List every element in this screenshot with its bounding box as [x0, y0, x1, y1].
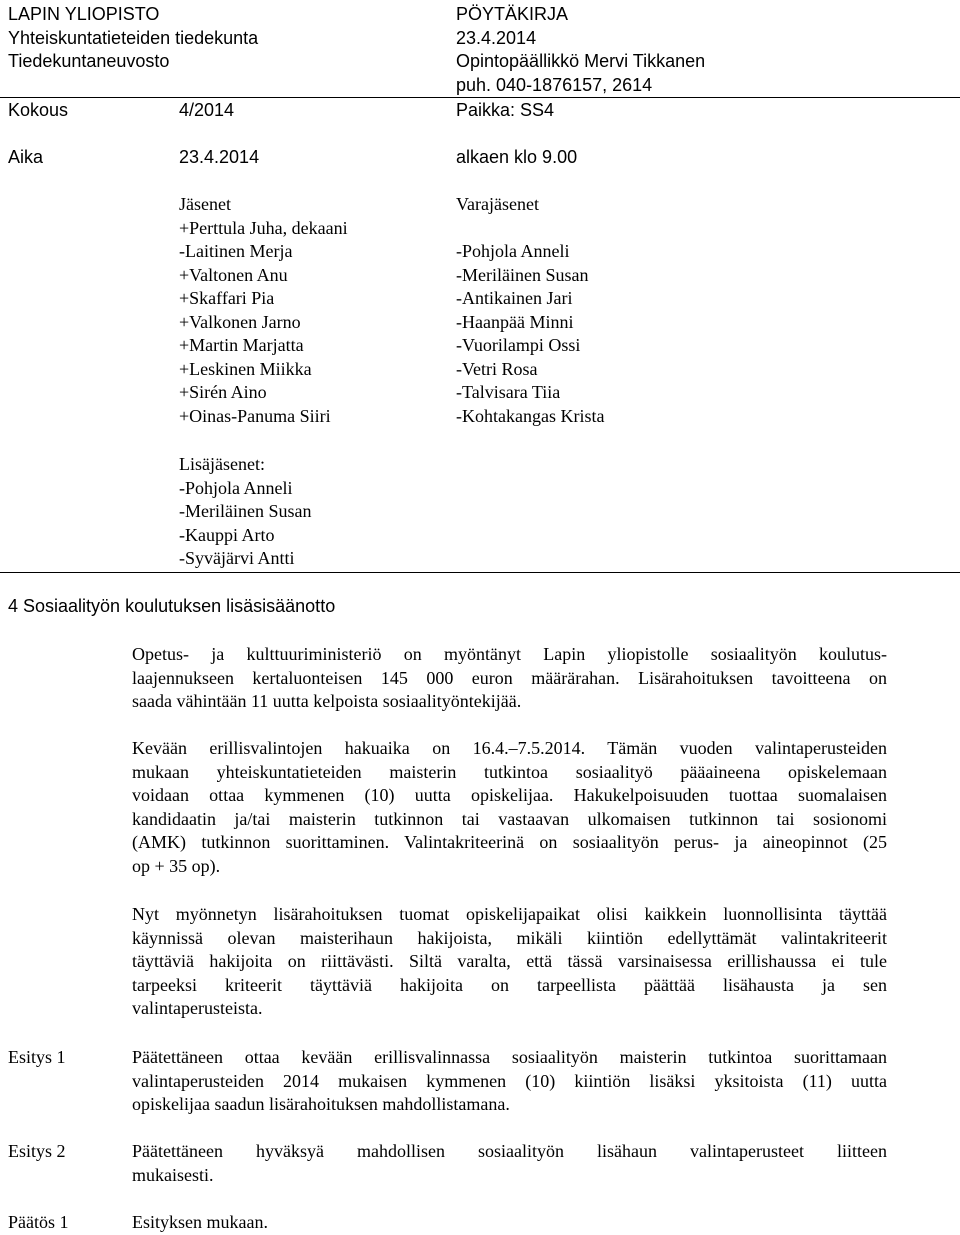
time-label: Aika	[8, 147, 44, 167]
section-divider	[0, 572, 960, 573]
additional-members-column	[179, 453, 311, 571]
deputy: -Meriläinen Susan	[456, 264, 589, 285]
member: -Laitinen Merja	[179, 241, 293, 261]
meeting-number: 4/2014	[179, 100, 235, 120]
paatos-label: Päätös 1	[8, 1212, 69, 1232]
text-line: laajennukseen kertaluonteisen 145 000 euron määrärahan. Lisärahoituksen tavoitteena on	[132, 667, 887, 688]
council-name: Tiedekuntaneuvosto	[8, 51, 170, 71]
member: +Valtonen Anu	[179, 264, 288, 285]
deputies-column	[456, 193, 604, 428]
esitys-1-text	[132, 1046, 887, 1117]
deputies-title: Varajäsenet	[456, 194, 539, 214]
deputy: -Pohjola Anneli	[456, 241, 570, 261]
item-heading: 4 Sosiaalityön koulutuksen lisäsisäänotto	[8, 596, 336, 616]
member: +Oinas-Panuma Siiri	[179, 405, 331, 426]
member: +Skaffari Pia	[179, 288, 275, 308]
text-line: opiskelijaa saadun lisärahoituksen mahdollistamana.	[132, 1094, 510, 1114]
university-name: LAPIN YLIOPISTO	[8, 4, 160, 24]
text-line: täyttäviä hakijoita on riittävästi. Siltä varalta, että tässä varsinaisessa erillishaussa ei tule	[132, 951, 887, 971]
text-line: saada vähintään 11 uutta kelpoista sosiaalityöntekijää.	[132, 691, 522, 711]
secretary: Opintopäällikkö Mervi Tikkanen	[456, 51, 706, 71]
text-line: Päätettäneen ottaa kevään erillisvalinnassa sosiaalityön maisterin tutkintoa suorittamaan	[132, 1047, 887, 1067]
deputy: -Antikainen Jari	[456, 288, 573, 308]
text-line: Esityksen mukaan.	[132, 1212, 268, 1232]
time-date: 23.4.2014	[179, 147, 260, 167]
additional-member: -Meriläinen Susan	[179, 501, 312, 521]
paragraph-1	[132, 643, 887, 714]
additional-member: -Pohjola Anneli	[179, 477, 293, 498]
text-line: op + 35 op).	[132, 855, 221, 876]
meeting-place: Paikka: SS4	[456, 100, 555, 120]
deputy: -Kohtakangas Krista	[456, 405, 605, 426]
text-line: valintaperusteista.	[132, 998, 263, 1018]
text-line: Nyt myönnetyn lisärahoituksen tuomat opiskelijapaikat olisi kaikkein luonnollisinta täyttää	[132, 904, 887, 924]
text-line: valintaperusteiden 2014 mukaisen kymmenen (10) kiintiön lisäksi yksitoista (11) uutta	[132, 1070, 887, 1091]
text-line: voidaan ottaa kymmenen (10) uutta opiskelijaa. Hakukelpoisuuden tuottaa suomalaisen	[132, 785, 887, 805]
deputy: -Haanpää Minni	[456, 311, 574, 332]
esitys-1-label: Esitys 1	[8, 1047, 66, 1067]
deputy: -Vuorilampi Ossi	[456, 335, 581, 355]
paatos-text	[132, 1211, 887, 1235]
deputy: -Talvisara Tiia	[456, 382, 561, 402]
text-line: käynnissä olevan maisterihaun hakijoista, mikäli kiintiön edellyttämät valintakriteerit	[132, 927, 887, 948]
members-column	[179, 193, 348, 428]
member: +Martin Marjatta	[179, 335, 304, 355]
member: +Perttula Juha, dekaani	[179, 217, 348, 238]
additional-title: Lisäjäsenet:	[179, 454, 265, 474]
text-line: (AMK) tutkinnon suorittaminen. Valintakriteerinä on sosiaalityön perus- ja aineopinnot (25	[132, 832, 887, 852]
member: +Sirén Aino	[179, 382, 267, 402]
faculty-name: Yhteiskuntatieteiden tiedekunta	[8, 28, 259, 48]
members-title: Jäsenet	[179, 194, 231, 214]
member: +Leskinen Miikka	[179, 358, 312, 379]
additional-member: -Kauppi Arto	[179, 524, 275, 545]
time-start: alkaen klo 9.00	[456, 147, 578, 167]
text-line: Kevään erillisvalintojen hakuaika on 16.4.–7.5.2014. Tämän vuoden valintaperusteiden	[132, 738, 887, 758]
paragraph-3	[132, 903, 887, 1021]
document-date: 23.4.2014	[456, 28, 537, 48]
text-line: mukaisesti.	[132, 1164, 214, 1185]
deputy: -Vetri Rosa	[456, 358, 538, 379]
paragraph-2	[132, 737, 887, 878]
text-line: Opetus- ja kulttuuriministeriö on myöntänyt Lapin yliopistolle sosiaalityön koulutus-	[132, 644, 887, 664]
phone: puh. 040-1876157, 2614	[456, 75, 653, 95]
esitys-2-label: Esitys 2	[8, 1141, 66, 1161]
text-line: mukaan yhteiskuntatieteiden maisterin tutkintoa sosiaalityö pääaineena opiskelemaan	[132, 761, 887, 782]
text-line: tarpeeksi kriteerit täyttäviä hakijoita on tarpeellista päättää lisähausta ja sen	[132, 974, 887, 995]
esitys-2-text	[132, 1140, 887, 1187]
additional-member: -Syväjärvi Antti	[179, 548, 295, 568]
member: +Valkonen Jarno	[179, 311, 301, 332]
meeting-label: Kokous	[8, 100, 69, 120]
document-type: PÖYTÄKIRJA	[456, 4, 569, 24]
text-line: kandidaatin ja/tai maisterin tutkinnon tai vastaavan ulkomaisen tutkinnon tai sosionomi	[132, 808, 887, 829]
header-divider	[0, 97, 960, 98]
text-line: Päätettäneen hyväksyä mahdollisen sosiaalityön lisähaun valintaperusteet liitteen	[132, 1141, 887, 1161]
